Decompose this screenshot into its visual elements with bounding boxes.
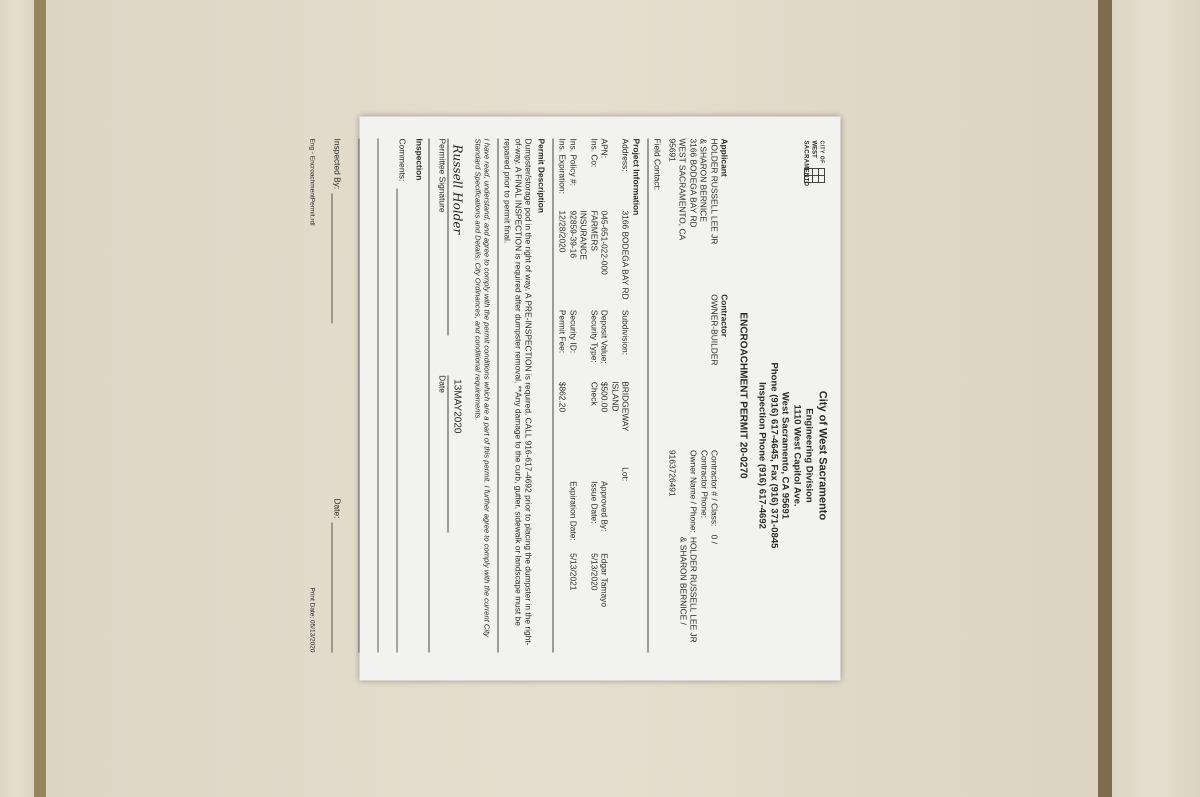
handwritten-signature: Russell Holder (450, 144, 465, 235)
comments-line-2 (378, 139, 391, 653)
apn-value: 045-651-022-000 (600, 210, 610, 275)
agency-title-block (755, 259, 828, 653)
document-footer (307, 139, 315, 653)
encroachment-permit-document (308, 117, 841, 681)
divider (553, 139, 554, 653)
division-name: Engineering Division (803, 408, 815, 503)
security-id-label: Security ID: (568, 309, 579, 354)
agency-name: City of West Sacramento (816, 390, 829, 521)
insco-value: FARMERS (589, 210, 600, 251)
lot-label: Lot: (621, 467, 631, 482)
project-row-3 (579, 139, 600, 653)
signature-date: 13MAY2020 (451, 379, 463, 434)
inspection-heading: Inspection (414, 138, 425, 181)
applicant-zip: 95691 (667, 138, 678, 162)
logo-city-text: CITY OF (818, 140, 825, 164)
signature-row (448, 139, 467, 653)
inspected-by-line (332, 193, 345, 323)
apn-label: APN: (600, 138, 610, 159)
address-value: 3166 BODEGA BAY RD (621, 210, 631, 300)
insco-value2: INSURANCE (579, 210, 589, 260)
tile-grout-right (1098, 0, 1112, 797)
permittee-signature-label: Permittee Signature (437, 138, 448, 213)
project-heading: Project Information (631, 138, 642, 216)
document-header (756, 139, 829, 653)
floor-tile-left (0, 0, 34, 797)
comments-label: Comments: (397, 138, 408, 182)
deposit-label: Deposit Value: (600, 309, 610, 364)
permit-title: ENCROACHMENT PERMIT 20-0270 (737, 312, 749, 479)
signature-labels (437, 139, 448, 653)
address-label: Address: (621, 138, 631, 172)
divider (428, 139, 429, 653)
ins-expiration-label: Ins. Expiration: (558, 138, 568, 194)
divider (648, 139, 649, 653)
deposit-value: $500.00 (600, 381, 610, 413)
comments-line-3 (359, 139, 372, 653)
footer-file: Eng - EncroachmentPermit.rdl (308, 138, 316, 226)
inspection-date-line (332, 523, 345, 653)
inspection-phone: Inspection Phone (916) 617-4692 (756, 382, 768, 529)
agreement-text: I have read, understand, and agree to comply with the permit conditions which are a part of this permit. I further agree to comply with the current City Standard Specifications and Details, City Ordinances, and conditional requirements. (473, 138, 492, 637)
expiration-value: 5/13/2021 (568, 553, 579, 591)
field-contact-label: Field Contact: (653, 138, 663, 191)
logo-west-text: WEST (810, 140, 817, 158)
agency-citystate: West Sacramento, CA 95691 (780, 391, 791, 520)
applicant-name2: & SHARON BERNICE (699, 138, 709, 222)
owner-value-block (678, 537, 699, 643)
insco-value-block (579, 211, 600, 260)
city-logo (783, 139, 829, 189)
signature-line (448, 139, 467, 336)
contractor-class-value: 0 / (710, 534, 720, 544)
agency-address: 1110 West Capitol Ave. (791, 404, 803, 507)
contractor-class-label: Contractor # / Class: (710, 450, 720, 527)
contractor-heading: Contractor (720, 294, 730, 338)
issue-date-value: 5/13/2020 (589, 553, 600, 591)
contractor-details (653, 450, 731, 652)
owner-value2: & SHARON BERNICE / (678, 536, 689, 625)
applicant-block (653, 139, 731, 295)
insco-label: Ins. Co: (589, 138, 600, 168)
date-label: Date (437, 375, 448, 393)
contractor-name: OWNER-BUILDER (709, 294, 720, 366)
applicant-name: HOLDER RUSSELL LEE JR (709, 138, 720, 245)
project-row-2 (600, 139, 611, 653)
contractor-class-row (710, 450, 721, 652)
contractor-block (653, 294, 731, 450)
expiration-label: Expiration Date: (568, 481, 579, 541)
subdivision-label: Subdivision: (621, 309, 631, 355)
policy-value: 92859-39-16 (568, 210, 579, 258)
inspected-row (332, 139, 345, 653)
policy-label: Ins. Policy #: (568, 138, 579, 186)
security-type-label: Security Type: (589, 309, 600, 363)
divider (498, 139, 499, 653)
security-type-value: Check (589, 381, 600, 406)
comments-line (397, 189, 410, 653)
permit-fee-value: $862.20 (558, 381, 568, 413)
approved-value: Edgar Tamayo (600, 553, 610, 608)
owner-value: HOLDER RUSSELL LEE JR (689, 536, 699, 643)
tile-grout-left (34, 0, 46, 797)
permit-description-text: Dumpster/storage pod in the right of way. A PRE-INSPECTION is required. CALL 916-617-4692 prior to placing the dumpster in the right-of-way. A FINAL INSPECTION is required after dumpster removal. **Any damage to the curb, gutter, sidewalk or landscape must be repaired prior to permit final. (503, 138, 534, 646)
floor-tile-right (1112, 0, 1200, 797)
subdivision-value: BRIDGEWAY ISLAND (610, 381, 631, 432)
owner-row (678, 450, 699, 652)
issue-date-label: Issue Date: (589, 481, 600, 524)
inspected-by-label: Inspected By: (332, 138, 343, 190)
permit-description-heading: Permit Description (536, 138, 547, 213)
logo-sacramento-text: SACRAMENTO (802, 140, 809, 187)
owner-phone: 9163726491 (668, 450, 678, 497)
agency-phone: Phone (916) 617-4645, Fax (916) 371-0845 (768, 362, 780, 549)
owner-label: Owner Name / Phone: (689, 450, 699, 533)
comments-row (397, 139, 410, 653)
project-row-1 (610, 139, 631, 653)
project-row-4 (568, 139, 579, 653)
permit-fee-label: Permit Fee: (558, 309, 568, 354)
applicant-street: 3166 BODEGA BAY RD (688, 138, 699, 228)
applicant-city: WEST SACRAMENTO, CA (678, 138, 688, 241)
contractor-phone-label: Contractor Phone: (699, 450, 710, 518)
parties-row (653, 139, 731, 653)
applicant-heading: Applicant (720, 138, 730, 177)
ins-expiration-value: 12/28/2020 (558, 210, 568, 253)
date-line (448, 375, 467, 532)
inspection-date-label: Date: (332, 498, 343, 519)
project-row-5 (558, 139, 569, 653)
footer-print-date: Print Date: 05/13/2020 (308, 587, 316, 653)
approved-label: Approved By: (600, 481, 610, 532)
